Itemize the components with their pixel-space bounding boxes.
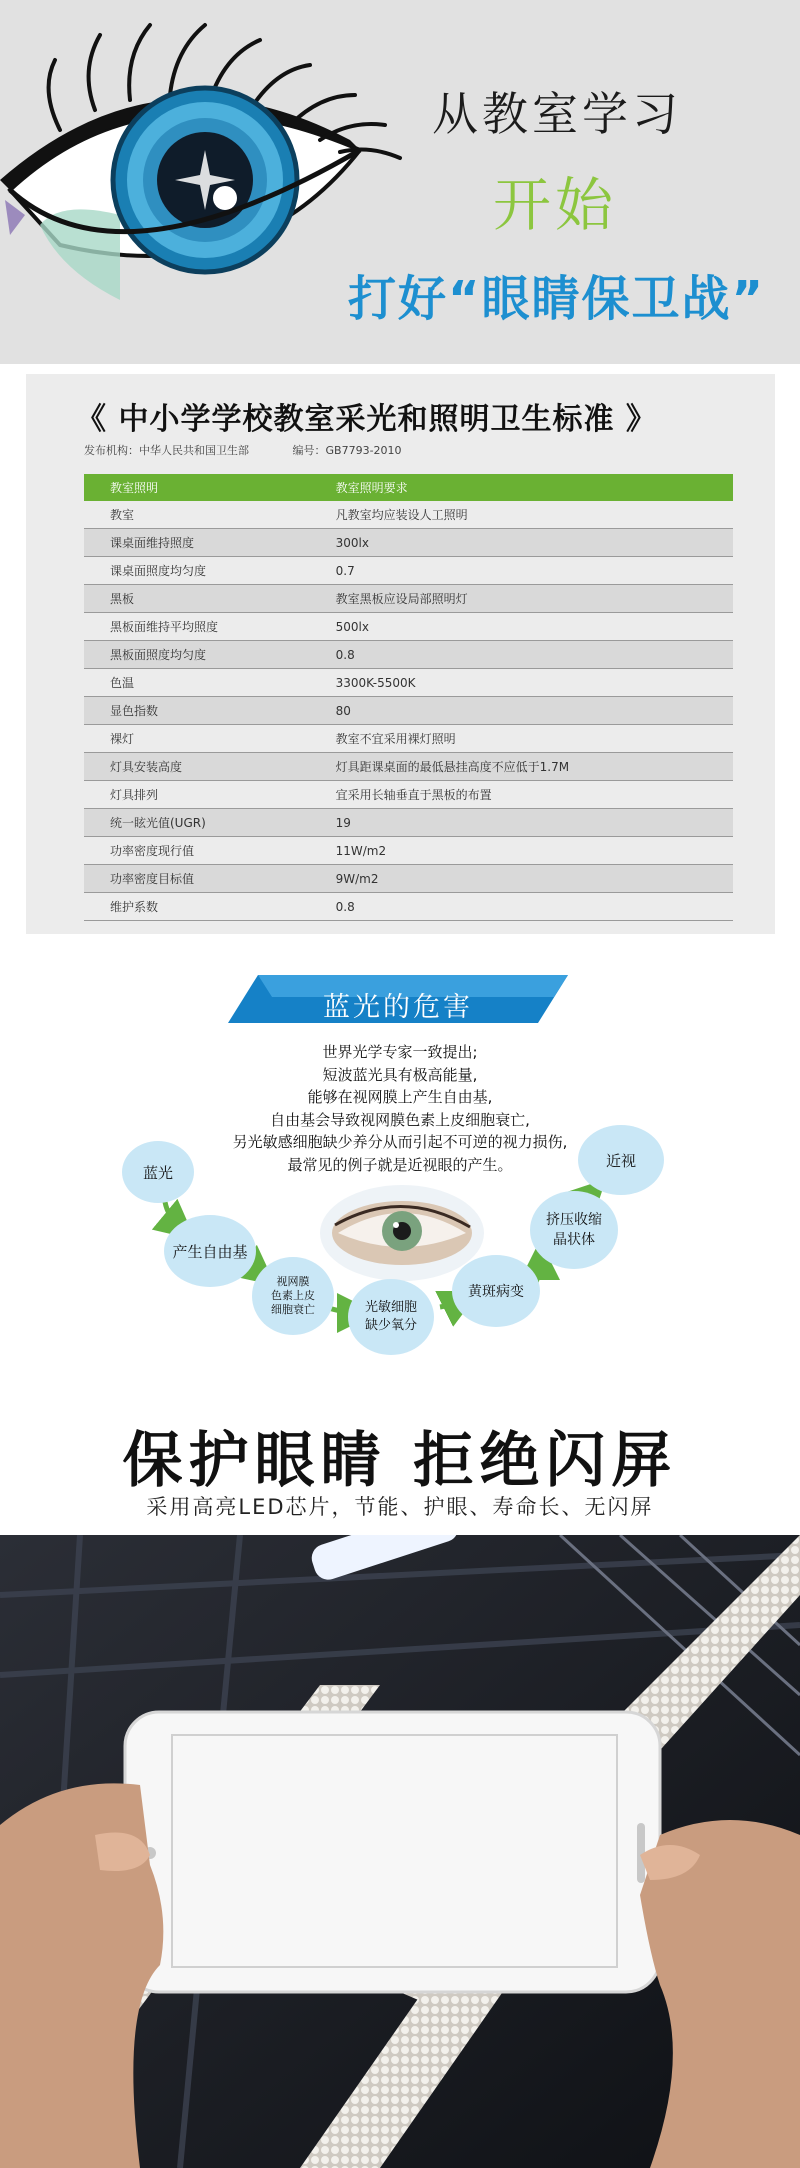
table-cell-item: 黑板 — [84, 585, 318, 613]
table-cell-requirement: 宜采用长轴垂直于黑板的布置 — [318, 781, 733, 809]
table-cell-item: 黑板面照度均匀度 — [84, 641, 318, 669]
standard-title: 《 中小学学校教室采光和照明卫生标准 》 — [76, 402, 657, 437]
table-row — [84, 725, 733, 753]
table-cell-item: 灯具排列 — [84, 781, 318, 809]
table-cell-item: 功率密度现行值 — [84, 837, 318, 865]
standard-meta — [84, 442, 442, 458]
description-line: 自由基会导致视网膜色素上皮细胞衰亡, — [270, 1110, 530, 1129]
table-cell-requirement: 0.8 — [318, 893, 733, 921]
standard-code: 编号：GB7793-2010 — [292, 444, 402, 457]
led-panel-photo — [0, 1535, 800, 2168]
table-cell-item: 灯具安装高度 — [84, 753, 318, 781]
hero-banner — [0, 0, 800, 364]
table-cell-requirement: 凡教室均应装设人工照明 — [318, 501, 733, 529]
table-cell-item: 显色指数 — [84, 697, 318, 725]
flow-node-lens-compression: 挤压收缩 晶状体 — [530, 1191, 618, 1269]
description-line: 世界光学专家一致提出; — [322, 1043, 478, 1061]
table-cell-requirement: 0.8 — [318, 641, 733, 669]
table-row — [84, 809, 733, 837]
description-line: 另光敏感细胞缺少养分从而引起不可逆的视力损伤, — [232, 1133, 568, 1151]
description-line: 能够在视网膜上产生自由基, — [307, 1088, 493, 1106]
table-cell-item: 功率密度目标值 — [84, 865, 318, 893]
table-row — [84, 529, 733, 557]
blue-light-hazard-section — [0, 955, 800, 1375]
standard-publisher: 发布机构：中华人民共和国卫生部 — [84, 444, 249, 457]
table-row — [84, 641, 733, 669]
table-cell-requirement: 教室黑板应设局部照明灯 — [318, 585, 733, 613]
table-row — [84, 837, 733, 865]
flow-node-myopia: 近视 — [578, 1125, 664, 1195]
table-cell-requirement: 19 — [318, 809, 733, 837]
table-header-item: 教室照明 — [84, 474, 318, 501]
standard-table — [84, 474, 733, 921]
table-cell-requirement: 11W/m2 — [318, 837, 733, 865]
blue-light-banner-label: 蓝光的危害 — [323, 992, 473, 1023]
table-row — [84, 781, 733, 809]
description-line: 最常见的例子就是近视眼的产生。 — [287, 1155, 513, 1174]
table-row — [84, 669, 733, 697]
table-cell-requirement: 500lx — [318, 613, 733, 641]
table-row — [84, 501, 733, 529]
table-cell-item: 色温 — [84, 669, 318, 697]
hero-line-2: 开始 — [493, 171, 618, 239]
flow-node-retinal-cell-death: 视网膜 色素上皮 细胞衰亡 — [252, 1257, 334, 1335]
table-cell-requirement: 80 — [318, 697, 733, 725]
table-row — [84, 557, 733, 585]
table-cell-requirement: 9W/m2 — [318, 865, 733, 893]
protect-eyes-section — [0, 1385, 800, 1535]
description-line: 短波蓝光具有极高能量, — [322, 1065, 478, 1084]
flow-node-macular-degeneration: 黄斑病变 — [452, 1255, 540, 1327]
table-row — [84, 585, 733, 613]
lighting-standard-panel — [26, 374, 775, 934]
table-cell-requirement: 0.7 — [318, 557, 733, 585]
led-phone-photo-illustration — [0, 1535, 800, 2168]
table-cell-item: 教室 — [84, 501, 318, 529]
table-row — [84, 753, 733, 781]
table-cell-requirement: 300lx — [318, 529, 733, 557]
flow-node-photoreceptor-hypoxia: 光敏细胞 缺少氧分 — [348, 1279, 434, 1355]
table-row — [84, 865, 733, 893]
table-row — [84, 697, 733, 725]
table-row — [84, 893, 733, 921]
table-cell-item: 维护系数 — [84, 893, 318, 921]
hero-line-3: 打好“眼睛保卫战” — [348, 271, 766, 327]
hero-line-1: 从教室学习 — [432, 87, 682, 141]
flow-node-free-radicals: 产生自由基 — [164, 1215, 256, 1287]
table-header-row — [84, 474, 733, 501]
protect-subheading: 采用高亮LED芯片，节能、护眼、寿命长、无闪屏 — [146, 1495, 654, 1519]
table-cell-requirement: 教室不宜采用裸灯照明 — [318, 725, 733, 753]
table-cell-requirement: 灯具距课桌面的最低悬挂高度不应低于1.7M — [318, 753, 733, 781]
table-header-requirement: 教室照明要求 — [318, 474, 733, 501]
protect-heading: 保护眼睛 拒绝闪屏 — [122, 1426, 678, 1496]
table-cell-item: 裸灯 — [84, 725, 318, 753]
table-cell-requirement: 3300K-5500K — [318, 669, 733, 697]
table-cell-item: 统一眩光值(UGR) — [84, 809, 318, 837]
table-cell-item: 课桌面维持照度 — [84, 529, 318, 557]
table-row — [84, 613, 733, 641]
table-cell-item: 课桌面照度均匀度 — [84, 557, 318, 585]
flow-node-blue-light: 蓝光 — [122, 1141, 194, 1203]
table-cell-item: 黑板面维持平均照度 — [84, 613, 318, 641]
